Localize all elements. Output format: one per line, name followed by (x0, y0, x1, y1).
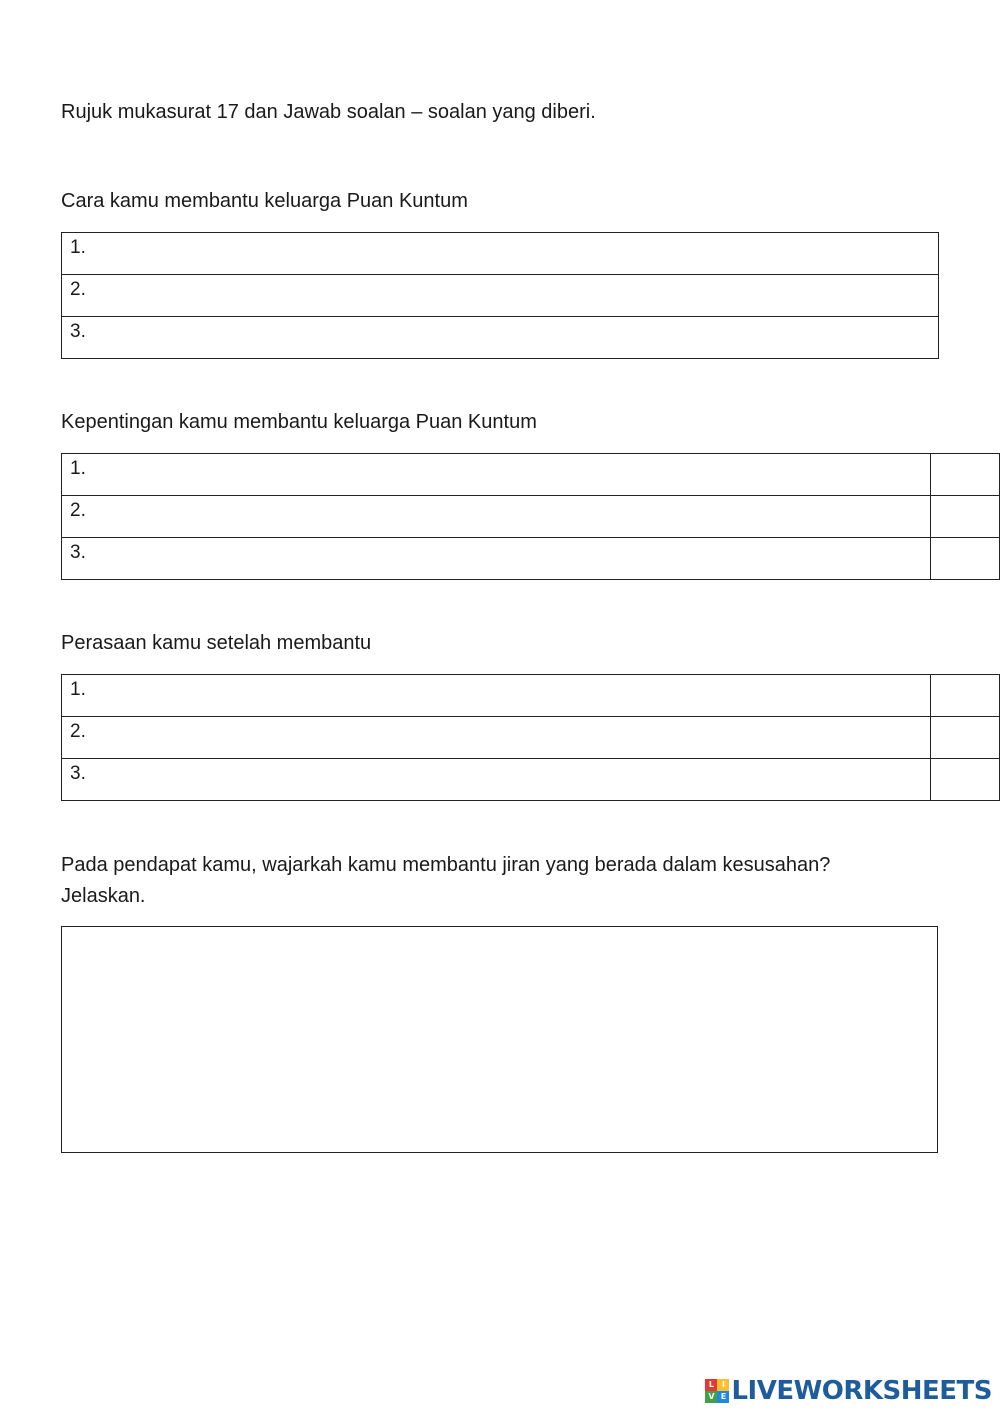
answer-cell-3[interactable]: 3. (62, 759, 931, 801)
extra-cell (930, 454, 999, 496)
answer-cell-1[interactable]: 1. (62, 454, 931, 496)
extra-cell (930, 675, 999, 717)
answer-cell-2[interactable]: 2. (62, 717, 931, 759)
logo-text: LIVEWORKSHEETS (731, 1376, 992, 1406)
instruction-text: Rujuk mukasurat 17 dan Jawab soalan – soalan yang diberi. (61, 101, 596, 123)
table-row (62, 233, 939, 275)
table-row (62, 454, 1000, 496)
extra-cell (930, 759, 999, 801)
extra-cell (930, 717, 999, 759)
table-row (62, 717, 1000, 759)
logo-mark-letter: L (705, 1379, 717, 1391)
answer-cell-1[interactable]: 1. (62, 233, 939, 275)
section-heading-cara: Cara kamu membantu keluarga Puan Kuntum (61, 190, 468, 212)
logo-mark-icon (705, 1379, 729, 1403)
answer-cell-3[interactable]: 3. (62, 538, 931, 580)
open-answer-box[interactable] (61, 926, 938, 1153)
liveworksheets-logo (705, 1374, 992, 1408)
logo-mark-letter: V (705, 1391, 717, 1403)
section-heading-perasaan: Perasaan kamu setelah membantu (61, 632, 372, 654)
table-row (62, 275, 939, 317)
table-row (62, 317, 939, 359)
answer-cell-2[interactable]: 2. (62, 496, 931, 538)
answer-cell-3[interactable]: 3. (62, 317, 939, 359)
table-row (62, 538, 1000, 580)
table-row (62, 759, 1000, 801)
extra-cell (930, 496, 999, 538)
answer-table-cara (61, 232, 939, 359)
table-row (62, 675, 1000, 717)
open-question-line1: Pada pendapat kamu, wajarkah kamu membantu jiran yang berada dalam kesusahan? (61, 854, 831, 876)
answer-table-kepentingan (61, 453, 1000, 580)
table-row (62, 496, 1000, 538)
answer-table-perasaan (61, 674, 1000, 801)
answer-cell-2[interactable]: 2. (62, 275, 939, 317)
section-heading-kepentingan: Kepentingan kamu membantu keluarga Puan Kuntum (61, 411, 537, 433)
answer-cell-1[interactable]: 1. (62, 675, 931, 717)
logo-mark-letter: E (717, 1391, 729, 1403)
logo-mark-letter: I (717, 1379, 729, 1391)
open-question-line2: Jelaskan. (61, 885, 146, 907)
extra-cell (930, 538, 999, 580)
